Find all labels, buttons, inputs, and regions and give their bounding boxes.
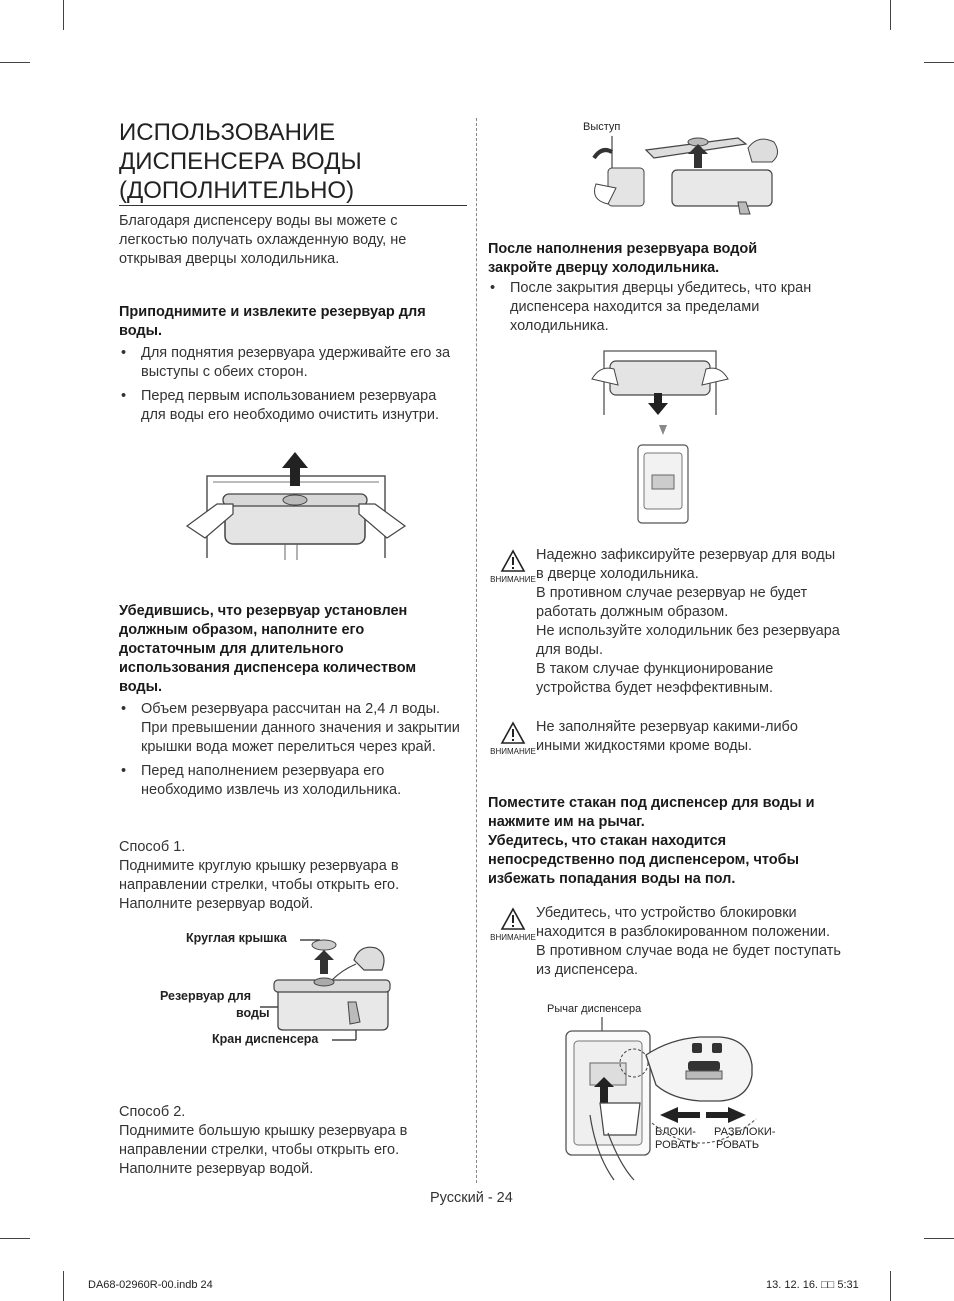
warning-word: ВНИМАНИЕ (490, 747, 536, 756)
list-item: • Перед наполнением резервуара его необходимо извлечь из холодильника. (119, 762, 464, 800)
title-rule (119, 205, 467, 206)
intro-text: Благодаря диспенсеру воды вы можете с легкостью получать охлажденную воду, не открывая дверцы холодильника. (119, 213, 407, 267)
list-item: • После закрытия дверцы убедитесь, что кран диспенсера находится за пределами холодильника. (488, 279, 833, 336)
warning-icon (488, 908, 538, 942)
step3-bullets (488, 279, 833, 341)
warning-line: Не используйте холодильник без резервуара для воды. (536, 623, 840, 658)
warning-line: В противном случае вода не будет поступать из диспенсера. (536, 943, 841, 978)
step4-heading-1: Поместите стакан под диспенсер для воды и нажмите им на рычаг. (488, 795, 815, 830)
footer-date: 13. 12. 16. □□ 5:31 (766, 1279, 859, 1291)
crop-mark (0, 62, 30, 63)
lever-label: Рычаг диспенсера (547, 1003, 642, 1015)
warning-line: Надежно зафиксируйте резервуар для воды в дверце холодильника. (536, 547, 836, 582)
step1-bullets (119, 344, 464, 430)
warning-word: ВНИМАНИЕ (490, 575, 536, 584)
ledge-label: Выступ (583, 121, 621, 133)
list-item: • Для поднятия резервуара удерживайте его за выступы с обеих сторон. (119, 344, 464, 382)
crop-mark (924, 62, 954, 63)
step3-heading: После наполнения резервуара водой закройте дверцу холодильника. (488, 241, 758, 276)
warning-line: Убедитесь, что устройство блокировки находится в разблокированном положении. (536, 905, 830, 940)
step1-heading: Приподнимите и извлеките резервуар для воды. (119, 304, 426, 339)
method1-text: Поднимите круглую крышку резервуара в направлении стрелки, чтобы открыть его. Наполните резервуар водой. (119, 858, 400, 912)
crop-mark (63, 0, 64, 30)
column-divider (476, 118, 477, 1183)
warning-icon (488, 550, 538, 584)
crop-mark (890, 0, 891, 30)
list-item: • Перед первым использованием резервуара для воды его необходимо очистить изнутри. (119, 387, 464, 425)
method2-text: Поднимите большую крышку резервуара в направлении стрелки, чтобы открыть его. Наполните резервуар водой. (119, 1123, 408, 1177)
step4-heading-2: Убедитесь, что стакан находится непосредственно под диспенсером, чтобы избежать попадания воды на пол. (488, 833, 799, 887)
step2-heading: Убедившись, что резервуар установлен должным образом, наполните его достаточным для длительного использования диспенсера количеством воды. (119, 603, 417, 695)
page-number: Русский - 24 (430, 1190, 513, 1206)
warning-line: В противном случае резервуар не будет работать должным образом. (536, 585, 808, 620)
method1-title: Способ 1. (119, 839, 186, 855)
warning-icon (488, 722, 538, 756)
warning-text (536, 718, 846, 756)
footer-file: DA68-02960R-00.indb 24 (88, 1279, 213, 1291)
crop-mark (0, 1238, 30, 1239)
round-lid-illustration (260, 930, 390, 1045)
tap-label: Кран диспенсера (212, 1032, 319, 1046)
page-title: ИСПОЛЬЗОВАНИЕ ДИСПЕНСЕРА ВОДЫ (ДОПОЛНИТЕЛЬНО) (119, 119, 362, 204)
warning-text (536, 904, 846, 980)
step2-bullets (119, 700, 464, 805)
lock-label-1: БЛОКИ- (655, 1126, 696, 1138)
lift-reservoir-illustration (185, 448, 407, 563)
lock-label-2: РОВАТЬ (655, 1139, 699, 1151)
reservoir-label-2: воды (236, 1006, 270, 1020)
unlock-label-2: РОВАТЬ (716, 1139, 760, 1151)
method2-title: Способ 2. (119, 1104, 186, 1120)
crop-mark (63, 1271, 64, 1301)
warning-line: В таком случае функционирование устройства будет неэффективным. (536, 661, 774, 696)
list-item: • Объем резервуара рассчитан на 2,4 л воды. При превышении данного значения и закрытии крышки вода может перелиться через край. (119, 700, 464, 757)
unlock-label-1: РАЗБЛОКИ- (714, 1126, 776, 1138)
dispenser-lever-illustration (560, 1015, 782, 1180)
door-close-illustration (590, 345, 730, 527)
warning-line: Не заполняйте резервуар какими-либо иными жидкостями кроме воды. (536, 719, 798, 754)
reservoir-label-1: Резервуар для (160, 989, 252, 1003)
crop-mark (924, 1238, 954, 1239)
warning-text (536, 546, 846, 698)
round-lid-label: Круглая крышка (186, 931, 287, 945)
crop-mark (890, 1271, 891, 1301)
big-lid-illustration (588, 128, 788, 214)
warning-word: ВНИМАНИЕ (490, 933, 536, 942)
